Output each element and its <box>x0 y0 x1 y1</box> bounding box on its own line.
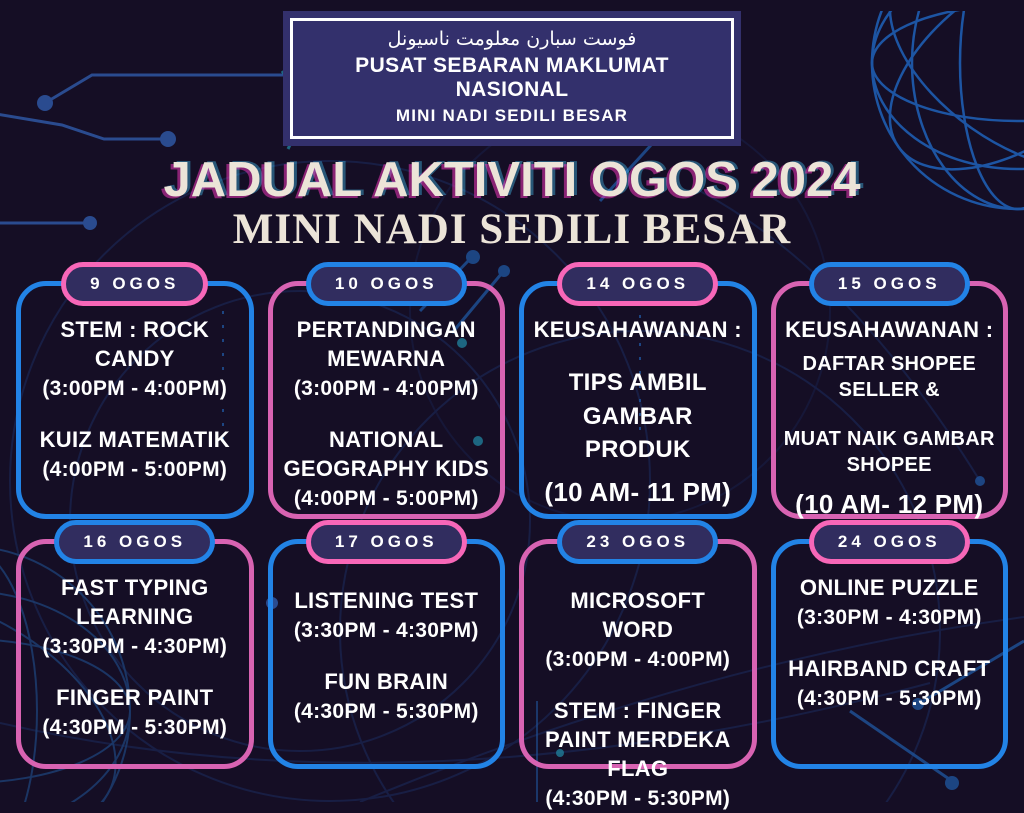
poster <box>0 11 1024 810</box>
header-box <box>283 11 741 146</box>
activity-time: (4:30PM - 5:30PM) <box>545 786 731 810</box>
activity-title: FUN BRAIN <box>324 668 449 694</box>
activity-title: KEUSAHAWANAN : <box>785 317 994 342</box>
activity-title: STEM : ROCK CANDY <box>60 317 210 372</box>
activity-time: (4:30PM - 5:30PM) <box>293 699 479 723</box>
poster-title: JADUAL AKTIVITI OGOS 2024 <box>163 152 861 207</box>
date-badge: 9 OGOS <box>61 262 208 306</box>
activity-title: NATIONAL GEOGRAPHY KIDS <box>283 426 489 481</box>
activity-title: LISTENING TEST <box>294 588 479 613</box>
activity-title: FAST TYPING LEARNING <box>60 575 209 630</box>
header-org-name: PUSAT SEBARAN MAKLUMAT NASIONAL <box>355 53 669 101</box>
activity-time: (10 AM- 12 PM) <box>795 488 984 519</box>
date-badge: 15 OGOS <box>809 262 970 306</box>
activity-title: KEUSAHAWANAN : <box>533 317 742 342</box>
activity-time: (4:30PM - 5:30PM) <box>796 686 982 710</box>
date-badge: 24 OGOS <box>809 520 970 564</box>
activity-time: (3:30PM - 4:30PM) <box>42 635 228 659</box>
activity-card <box>519 274 757 519</box>
activity-title: FINGER PAINT <box>56 684 214 710</box>
cards-grid <box>16 274 1008 810</box>
header-inner-frame <box>290 18 734 139</box>
activity-card <box>268 532 506 769</box>
activity-card <box>519 532 757 810</box>
date-badge: 16 OGOS <box>54 520 215 564</box>
activity-title: MICROSOFT WORD <box>570 588 706 643</box>
activity-title: HAIRBAND CRAFT <box>788 655 991 681</box>
activity-card <box>268 274 506 519</box>
activity-card <box>16 274 254 519</box>
activity-time: (10 AM- 11 PM) <box>544 476 732 507</box>
header-org-subname: MINI NADI SEDILI BESAR <box>395 105 629 125</box>
header-jawi-text: فوست سبارن معلومت ناسيونل <box>387 28 637 50</box>
activity-time: (4:00PM - 5:00PM) <box>293 486 479 510</box>
activity-time: (3:30PM - 4:30PM) <box>293 619 479 643</box>
activity-title: TIPS AMBIL GAMBAR PRODUK <box>568 369 707 464</box>
poster-subtitle: MINI NADI SEDILI BESAR <box>232 206 792 254</box>
activity-time: (4:00PM - 5:00PM) <box>42 457 228 481</box>
date-badge: 23 OGOS <box>557 520 718 564</box>
date-badge: 17 OGOS <box>306 520 467 564</box>
date-badge: 10 OGOS <box>306 262 467 306</box>
activity-time: (3:30PM - 4:30PM) <box>796 606 982 630</box>
activity-time: (4:30PM - 5:30PM) <box>42 715 228 739</box>
activity-title: MUAT NAIK GAMBAR SHOPEE <box>783 427 995 477</box>
activity-card <box>771 532 1009 769</box>
activity-time: (3:00PM - 4:00PM) <box>545 648 731 672</box>
activity-title: DAFTAR SHOPEE SELLER & <box>802 353 977 402</box>
activity-time: (3:00PM - 4:00PM) <box>42 377 228 401</box>
activity-title: PERTANDINGAN MEWARNA <box>296 317 476 372</box>
activity-card <box>771 274 1009 519</box>
activity-title: ONLINE PUZZLE <box>799 575 979 600</box>
activity-title: STEM : FINGER PAINT MERDEKA FLAG <box>544 697 731 781</box>
activity-time: (3:00PM - 4:00PM) <box>293 377 479 401</box>
activity-card <box>16 532 254 769</box>
activity-title: KUIZ MATEMATIK <box>39 426 230 452</box>
date-badge: 14 OGOS <box>557 262 718 306</box>
